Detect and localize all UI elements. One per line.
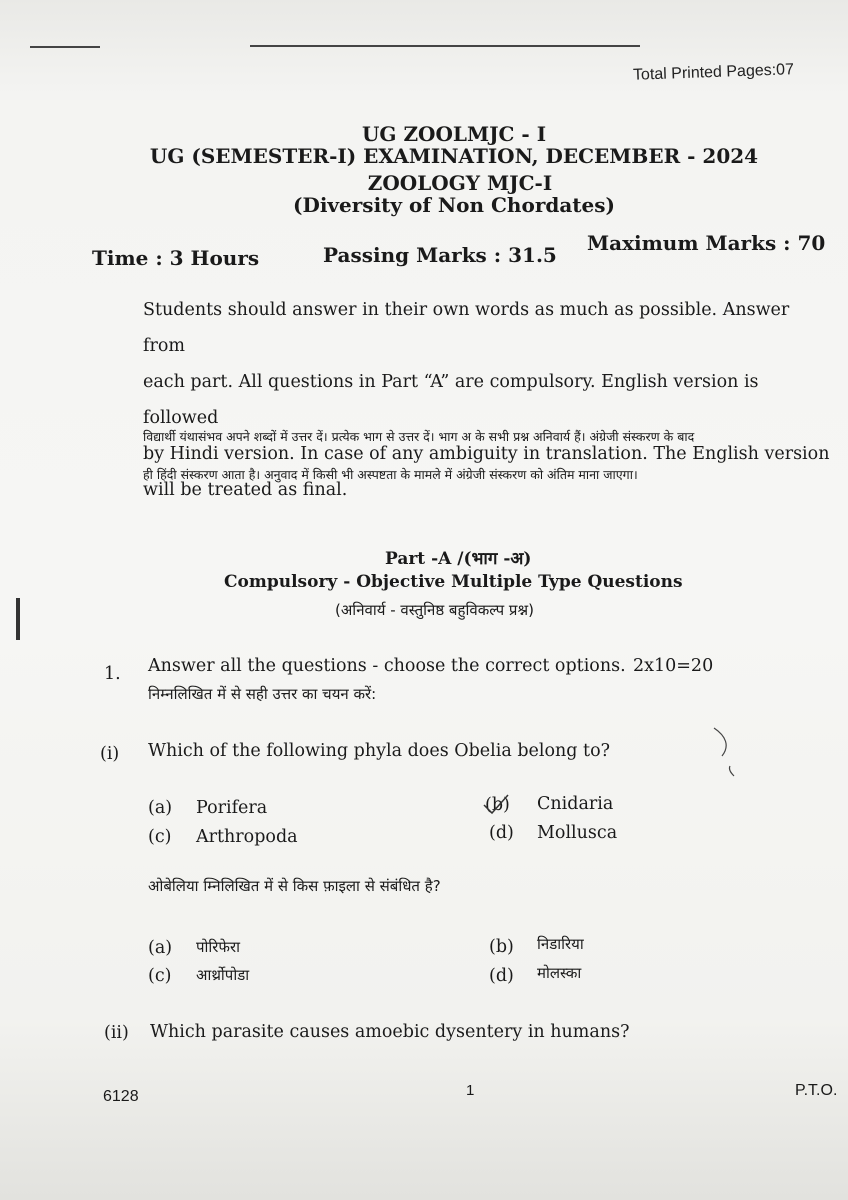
option-text: Mollusca: [537, 823, 618, 843]
option-label: (c): [148, 966, 172, 986]
option-text: Cnidaria: [537, 794, 614, 814]
option-text: Arthropoda: [196, 827, 298, 847]
part-a-subtitle: Compulsory - Objective Multiple Type Questions: [224, 572, 683, 592]
passing-marks: Passing Marks : 31.5: [323, 243, 557, 267]
option-text-hindi: मोलस्का: [537, 964, 582, 982]
option-label: (d): [489, 823, 514, 843]
pto-label: P.T.O.: [795, 1082, 838, 1099]
instructions-hindi: [143, 418, 833, 494]
instruction-line: Students should answer in their own words as much as possible. Answer from: [143, 300, 790, 356]
part-a-subtitle-hindi: (अनिवार्य - वस्तुनिष्ठ बहुविकल्प प्रश्न): [335, 601, 534, 619]
subquestion-number: (ii): [104, 1023, 129, 1043]
subquestion-number: (i): [100, 744, 120, 764]
maximum-marks: Maximum Marks : 70: [587, 231, 826, 255]
instruction-line: will be treated as final.: [143, 480, 348, 500]
option-label: (b): [489, 937, 514, 957]
exam-title: UG (SEMESTER-I) EXAMINATION, DECEMBER - 2024: [149, 144, 759, 168]
instruction-line: by Hindi version. In case of any ambiguity in translation. The English version: [143, 444, 830, 464]
subquestion-text: Which parasite causes amoebic dysentery in humans?: [150, 1022, 630, 1042]
page-number: 1: [466, 1082, 475, 1099]
instruction-line-hindi: ही हिंदी संस्करण आता है। अनुवाद में किसी भी अस्पष्टता के मामले में अंग्रेजी संस्करण को अंतिम माना जाएगा।: [143, 467, 638, 482]
pen-mark-icon: [700, 722, 740, 782]
option-text-hindi: पोरिफेरा: [196, 938, 241, 956]
subject-title: ZOOLOGY MJC-I: [367, 171, 553, 195]
subquestion-text: Which of the following phyla does Obelia belong to?: [148, 741, 611, 761]
tick-mark-icon: [480, 789, 530, 821]
option-text-hindi: आर्थ्रोपोडा: [196, 966, 250, 984]
question-text-hindi: निम्नलिखित में से सही उत्तर का चयन करें:: [148, 685, 377, 703]
option-label: (c): [148, 827, 172, 847]
question-marks: 2x10=20: [633, 656, 714, 676]
question-text: Answer all the questions - choose the correct options.: [148, 656, 626, 676]
total-pages: Total Printed Pages:07: [632, 61, 795, 84]
instruction-line-hindi: विद्यार्थी यंथासंभव अपने शब्दों में उत्तर दें। प्रत्येक भाग से उत्तर दें। भाग अ के सभी प्रश्न अनिवार्य हैं। अंग्रेजी संस्करण के बाद: [143, 429, 695, 444]
subquestion-text-hindi: ओबेलिया म्निलिखित में से किस फ़ाइला से संबंधित है?: [148, 877, 441, 895]
option-text: Porifera: [196, 798, 268, 818]
scan-edge-line: [250, 45, 640, 47]
margin-mark: [16, 598, 20, 640]
instruction-line: each part. All questions in Part “A” are compulsory. English version is followed: [143, 372, 759, 428]
option-label: (b): [485, 795, 510, 815]
paper-title: (Diversity of Non Chordates): [293, 193, 615, 217]
question-number: 1.: [104, 664, 121, 684]
option-label: (a): [148, 938, 173, 958]
option-text-hindi: निडारिया: [537, 935, 584, 953]
option-label: (a): [148, 798, 173, 818]
course-code: UG ZOOLMJC - I: [361, 122, 547, 146]
time-allowed: Time : 3 Hours: [92, 246, 260, 270]
paper-code: 6128: [103, 1088, 139, 1105]
option-label: (d): [489, 966, 514, 986]
scan-edge-line: [30, 46, 100, 48]
part-a-title: Part -A /(भाग -अ): [385, 549, 532, 569]
